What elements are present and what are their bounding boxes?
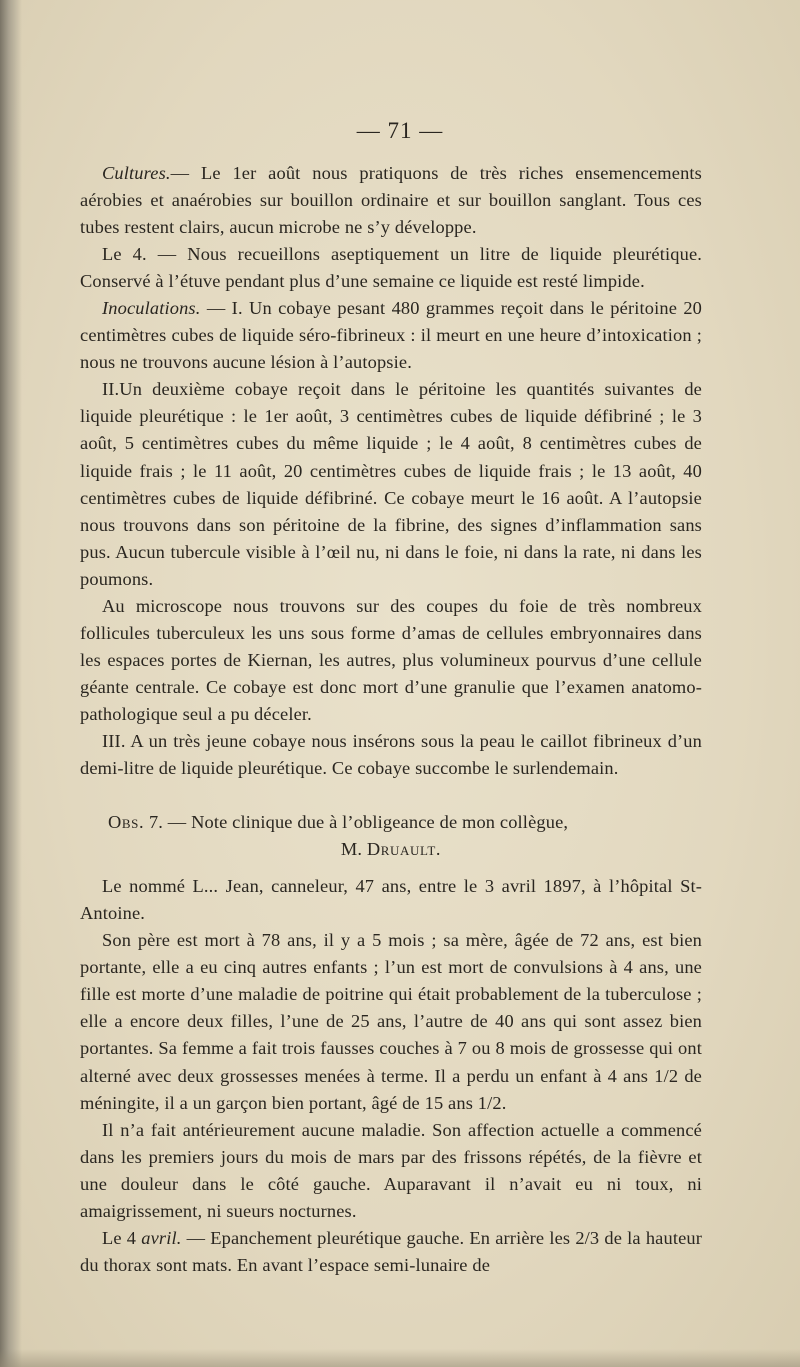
observation-author	[80, 836, 702, 863]
author-name: Druault.	[366, 839, 442, 860]
paragraph-family: Son père est mort à 78 ans, il y a 5 mois ; sa mère, âgée de 72 ans, est bien portante, elle a eu cinq autres enfants ; l’un est mort de convulsions à 4 ans, une fille est morte d’une maladie de poitrine qui était probablement de la tuberculose ; elle a encore deux filles, l’une de 25 ans, l’autre de 40 ans qui sont assez bien portantes. Sa femme a fait trois fausses couches à 7 ou 8 mois de grossesse qui ont alterné avec deux grossesses menées à terme. Il a perdu un enfant à 4 ans 1/2 de méningite, il a un garçon bien portant, âgé de 15 ans 1/2.	[80, 930, 702, 1113]
observation-prefix: Obs.	[108, 812, 145, 833]
cultures-text: — Le 1er août nous pratiquons de très riches ensemencements aérobies et anaérobies sur bouillon ordinaire et sur bouillon sanglant. Tous ces tubes restent clairs, aucun microbe ne s’y développe.	[80, 163, 702, 238]
paragraph-history: Il n’a fait antérieurement aucune maladie. Son affection actuelle a commencé dans les premiers jours du mois de mars par des frissons répétés, de la fièvre et une douleur dans le côté gauche. Auparavant il n’avait eu ni toux, ni amaigrissement, ni sueurs nocturnes.	[80, 1119, 702, 1221]
section-gap	[80, 782, 702, 809]
cultures-label: Cultures.	[102, 163, 171, 183]
avril-text: — Epanchement pleurétique gauche. En arrière les 2/3 de la hauteur du thorax sont mats. En avant l’espace semi-lunaire de	[80, 1227, 703, 1275]
paragraph-le-4-avril	[80, 1225, 702, 1279]
avril-prefix: Le 4	[102, 1227, 137, 1248]
observation-heading	[80, 809, 702, 836]
avril-date: avril.	[141, 1227, 182, 1248]
inoculations-text: — I. Un cobaye pesant 480 grammes reçoit dans le péritoine 20 centimètres cubes de liquide séro-fibrineux : il meurt en une heure d’intoxication ; nous ne trouvons aucune lésion à l’autopsie.	[80, 298, 703, 373]
observation-text: 7. — Note clinique due à l’obligeance de mon collègue,	[148, 812, 569, 833]
body-text	[80, 160, 702, 1279]
paragraph-cobaye-2: II.Un deuxième cobaye reçoit dans le péritoine les quantités suivantes de liquide pleurétique : le 1er août, 3 centimètres cubes de liquide défibriné ; le 3 août, 5 centimètres cubes du même liquide ; le 4 août, 8 centimètres cubes de liquide frais ; le 11 août, 20 centimètres cubes de liquide frais ; le 13 août, 40 centimètres cubes de liquide défibriné. Ce cobaye meurt le 16 août. A l’autopsie nous trouvons dans son péritoine de la fibrine, des signes d’inflammation sans pus. Aucun tubercule visible à l’œil nu, ni dans le foie, ni dans la rate, ni dans les poumons.	[80, 379, 702, 589]
inoculations-label: Inoculations.	[102, 298, 201, 319]
paragraph-cobaye-3: III. A un très jeune cobaye nous insérons sous la peau le caillot fibrineux d’un demi-litre de liquide pleurétique. Ce cobaye succombe le surlendemain.	[80, 730, 702, 779]
paragraph-inoculations	[80, 295, 702, 376]
page-number: — 71 —	[356, 118, 444, 143]
author-prefix: M.	[340, 839, 363, 860]
paragraph-cultures	[80, 160, 702, 241]
paragraph-microscope: Au microscope nous trouvons sur des coupes du foie de très nombreux follicules tuberculeux les uns sous forme d’amas de cellules embryonnaires dans les espaces portes de Kiernan, les autres, plus volumineux pourvus d’une cellule géante centrale. Ce cobaye est donc mort d’une granulie que l’examen anatomo-pathologique seul a pu déceler.	[80, 595, 702, 724]
binding-shadow	[0, 0, 22, 1367]
paragraph-le-4: Le 4. — Nous recueillons aseptiquement un litre de liquide pleurétique. Conservé à l’étuve pendant plus d’une semaine ce liquide est resté limpide.	[80, 244, 702, 292]
paragraph-patient: Le nommé L... Jean, canneleur, 47 ans, entre le 3 avril 1897, à l’hôpital St-Antoine.	[80, 876, 702, 924]
page-edge-shadow	[0, 1349, 800, 1367]
section-gap-small	[80, 863, 702, 873]
